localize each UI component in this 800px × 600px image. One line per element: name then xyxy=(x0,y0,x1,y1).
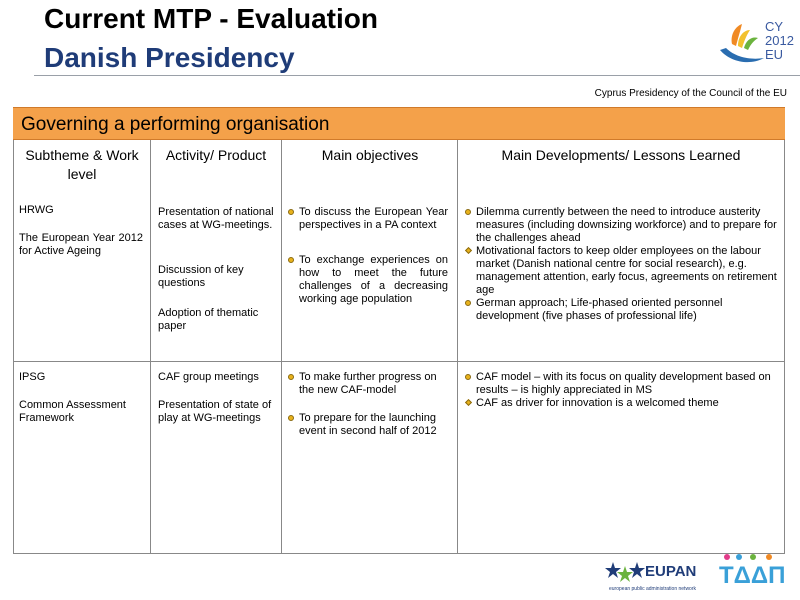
table-frame xyxy=(13,140,785,554)
list-item xyxy=(288,371,448,397)
row2-activity-2: Presentation of state of play at WG-meetings xyxy=(158,399,272,424)
bullet-icon xyxy=(288,415,294,421)
diamond-bullet-icon xyxy=(465,247,472,254)
row1-development-3: German approach; Life-phased oriented personnel development (five phases of professional life) xyxy=(476,297,723,322)
row2-activity-1: CAF group meetings xyxy=(158,371,259,383)
row2-objectives-list xyxy=(288,371,448,438)
section-title: Governing a performing organisation xyxy=(21,114,330,135)
bullet-icon xyxy=(465,300,471,306)
bullet-icon xyxy=(288,257,294,263)
row1-activity-2: Discussion of key questions xyxy=(158,264,244,289)
list-item xyxy=(288,254,448,306)
row1-activity-1: Presentation of national cases at WG-meetings. xyxy=(158,206,274,231)
diamond-bullet-icon xyxy=(465,399,472,406)
row2-developments-list xyxy=(465,371,781,410)
bullet-icon xyxy=(465,374,471,380)
taan-dot-2 xyxy=(736,554,742,560)
bullet-icon xyxy=(288,209,294,215)
title-divider xyxy=(34,75,800,76)
row1-objective-1: To discuss the European Year perspectives in a PA context xyxy=(299,206,448,231)
logo-petal-green xyxy=(744,37,758,50)
column-header-objectives: Main objectives xyxy=(321,147,419,163)
bullet-icon xyxy=(288,374,294,380)
row1-development-1: Dilemma currently between the need to introduce austerity measures (including downsizing workforce) and to prepare for the challenges ahead xyxy=(476,206,777,244)
column-header-activity: Activity/ Product xyxy=(165,147,267,163)
column-header-developments: Main Developments/ Lessons Learned xyxy=(501,147,741,163)
taan-dot-3 xyxy=(750,554,756,560)
row1-activity-3: Adoption of thematic paper xyxy=(158,307,259,332)
row1-subtheme-desc: The European Year 2012 for Active Ageing xyxy=(19,232,143,257)
taan-logo xyxy=(717,551,793,595)
list-item xyxy=(288,206,448,232)
list-item xyxy=(465,245,781,297)
column-header-subtheme: Subtheme & Work level xyxy=(25,147,139,182)
row2-development-1: CAF model – with its focus on quality development based on results – is highly appreciated in MS xyxy=(476,371,771,396)
row1-objective-2: To exchange experiences on how to meet the future challenges of a decreasing working age population xyxy=(299,254,448,305)
eupan-stars-icon xyxy=(605,562,645,582)
row1-development-2: Motivational factors to keep older employees on the labour market (Danish national centre for social research), e.g. management attention, early focus, agreements on retirement age xyxy=(476,245,777,296)
row2-development-2: CAF as driver for innovation is a welcomed theme xyxy=(476,397,719,409)
row2-subtheme-code: IPSG xyxy=(19,371,46,383)
slide-subtitle: Danish Presidency xyxy=(44,42,295,73)
table-col-divider xyxy=(150,140,151,554)
taan-wordmark: TΔΔΠ xyxy=(719,562,786,589)
eupan-label: EUPAN xyxy=(645,563,697,580)
logo-cy-text: CY xyxy=(765,19,784,34)
table-col-divider xyxy=(281,140,282,554)
logo-year-text: 2012 xyxy=(765,33,794,48)
logo-swoosh-blue xyxy=(720,48,764,62)
bullet-icon xyxy=(465,209,471,215)
section-header-bar xyxy=(13,107,785,140)
list-item xyxy=(465,397,781,410)
row2-subtheme-desc: Common Assessment Framework xyxy=(19,399,126,424)
presidency-note: Cyprus Presidency of the Council of the EU xyxy=(594,88,787,99)
list-item xyxy=(465,206,781,245)
taan-dot-1 xyxy=(724,554,730,560)
row1-developments-list xyxy=(465,206,781,323)
table-row-divider xyxy=(13,361,785,362)
list-item xyxy=(465,371,781,397)
list-item xyxy=(288,412,448,438)
row2-objective-2: To prepare for the launching event in second half of 2012 xyxy=(299,412,437,437)
row2-objective-1: To make further progress on the new CAF-model xyxy=(299,371,437,396)
taan-dot-4 xyxy=(766,554,772,560)
table-col-divider xyxy=(457,140,458,554)
cy2012-logo xyxy=(716,14,796,70)
eupan-subtitle: european public administration network xyxy=(609,586,696,592)
logo-eu-text: EU xyxy=(765,47,784,62)
row1-subtheme-code: HRWG xyxy=(19,204,54,216)
row1-objectives-list xyxy=(288,206,448,306)
slide-title: Current MTP - Evaluation xyxy=(44,3,378,34)
list-item xyxy=(465,297,781,323)
